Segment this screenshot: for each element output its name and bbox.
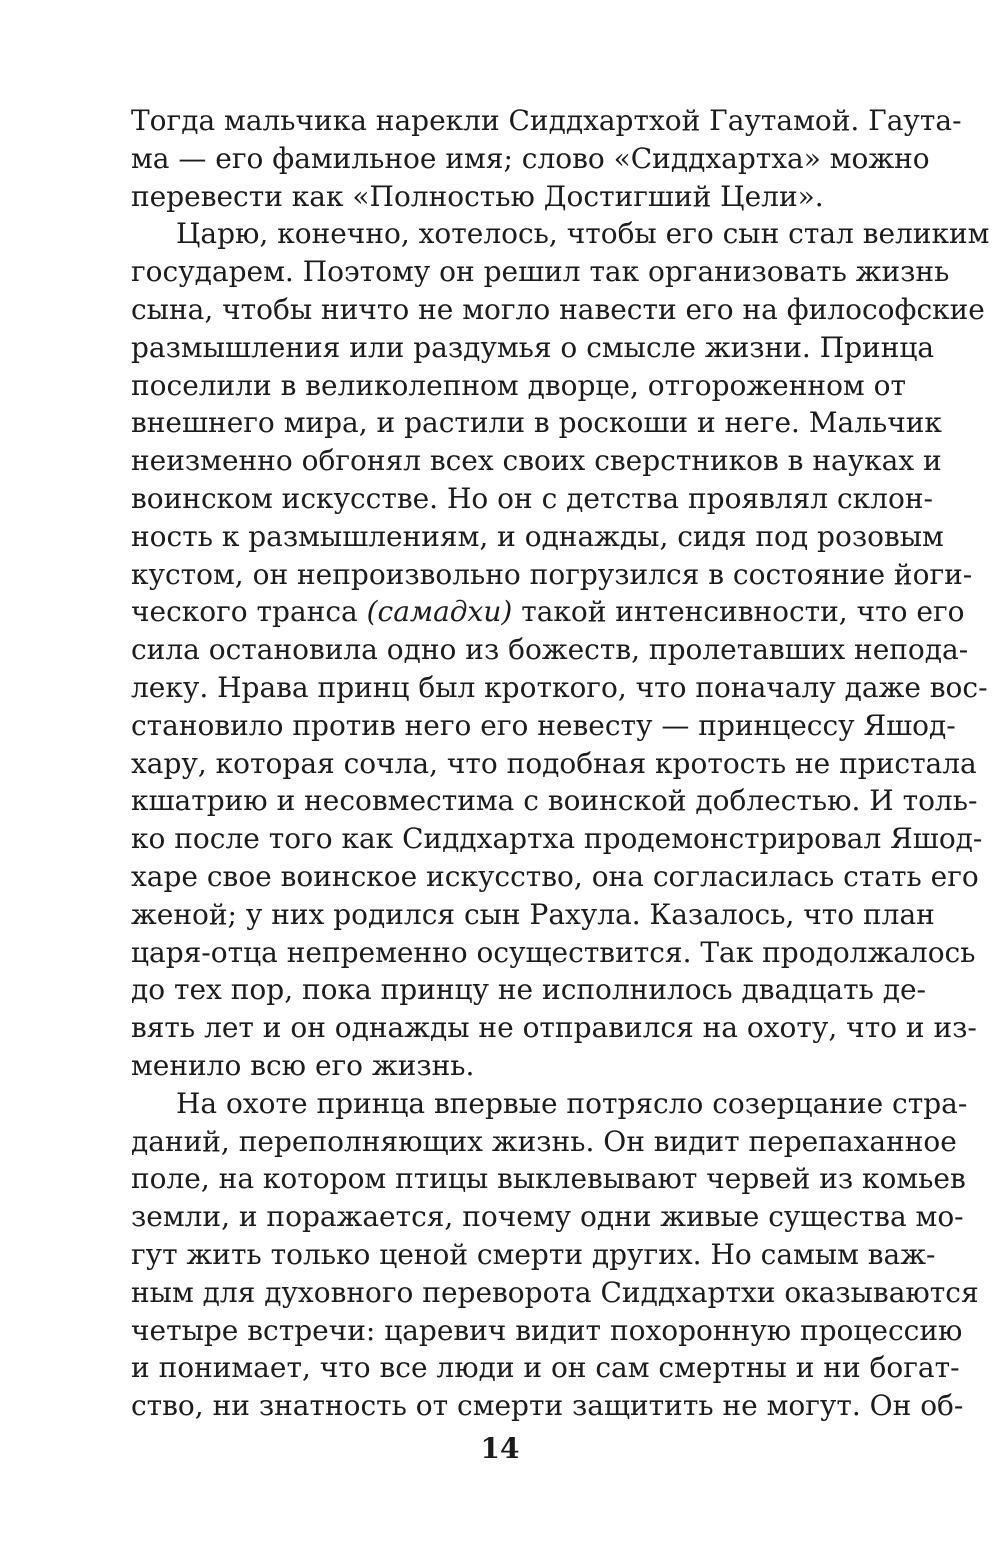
text-line: ство, ни знатность от смерти защитить не могут. Он об-	[131, 1389, 964, 1423]
body-text	[131, 102, 990, 1425]
text-line: женой; у них родился сын Рахула. Казалось, что план	[131, 897, 935, 931]
text-run: ческого транса	[131, 595, 367, 629]
text-line: Тогда мальчика нарекли Сиддхартхой Гаутамой. Гаута-	[131, 104, 962, 137]
text-line: до тех пор, пока принцу не исполнилось двадцать де-	[131, 973, 927, 1007]
text-line: внешнего мира, и растили в роскоши и неге. Мальчик	[131, 406, 942, 440]
text-line: На охоте принца впервые потрясло созерцание стра-	[176, 1086, 968, 1120]
text-line: ным для духовного переворота Сиддхартхи оказываются	[131, 1275, 979, 1309]
text-line: вять лет и он однажды не отправился на охоту, что и из-	[131, 1011, 977, 1045]
text-line: хару, которая сочла, что подобная кротость не пристала	[131, 746, 977, 780]
text-line: государем. Поэтому он решил так организовать жизнь	[131, 255, 950, 289]
text-line	[131, 593, 965, 631]
text-line: воинском искусстве. Но он с детства проявлял склон-	[131, 481, 933, 515]
text-line: кшатрию и несовместима с воинской доблестью. И толь-	[131, 784, 978, 818]
italic-term: (самадхи)	[366, 595, 513, 629]
text-line: леку. Нрава принц был кроткого, что поначалу даже вос-	[131, 670, 988, 704]
text-line: и понимает, что все люди и он сам смертны и ни богат-	[131, 1351, 960, 1385]
text-line: даний, переполняющих жизнь. Он видит перепаханное	[131, 1124, 957, 1158]
text-line: ность к размышлениям, и однажды, сидя под розовым	[131, 519, 944, 553]
page-number: 14	[480, 1432, 520, 1465]
text-line: земли, и поражается, почему одни живые существа мо-	[131, 1200, 964, 1234]
text-line: неизменно обгонял всех своих сверстников в науках и	[131, 444, 942, 478]
text-line: харе свое воинское искусство, она согласилась стать его	[131, 859, 979, 893]
text-line: поле, на котором птицы выклевывают червей из комьев	[131, 1162, 966, 1196]
text-line: сына, чтобы ничто не могло навести его на философские	[131, 292, 985, 326]
text-line: ма — его фамильное имя; слово «Сиддхартха» можно	[131, 141, 930, 175]
text-line: сила остановила одно из божеств, пролетавших непода-	[131, 633, 969, 667]
text-line: перевести как «Полностью Достигший Цели».	[131, 179, 824, 213]
text-line: царя-отца непременно осуществится. Так продолжалось	[131, 935, 976, 969]
text-line: кустом, он непроизвольно погрузился в состояние йоги-	[131, 557, 973, 591]
text-line: четыре встречи: царевич видит похоронную процессию	[131, 1313, 963, 1347]
text-line: гут жить только ценой смерти других. Но самым важ-	[131, 1237, 936, 1271]
text-run: такой интенсивности, что его	[512, 595, 965, 629]
text-line: Царю, конечно, хотелось, чтобы его сын стал великим	[176, 217, 990, 251]
text-line: размышления или раздумья о смысле жизни. Принца	[131, 330, 935, 364]
text-line: становило против него его невесту — принцессу Яшод-	[131, 708, 956, 742]
text-line: поселили в великолепном дворце, отгороженном от	[131, 368, 906, 402]
text-line: менило всю его жизнь.	[131, 1048, 475, 1082]
text-line: ко после того как Сиддхартха продемонстрировал Яшод-	[131, 822, 983, 856]
